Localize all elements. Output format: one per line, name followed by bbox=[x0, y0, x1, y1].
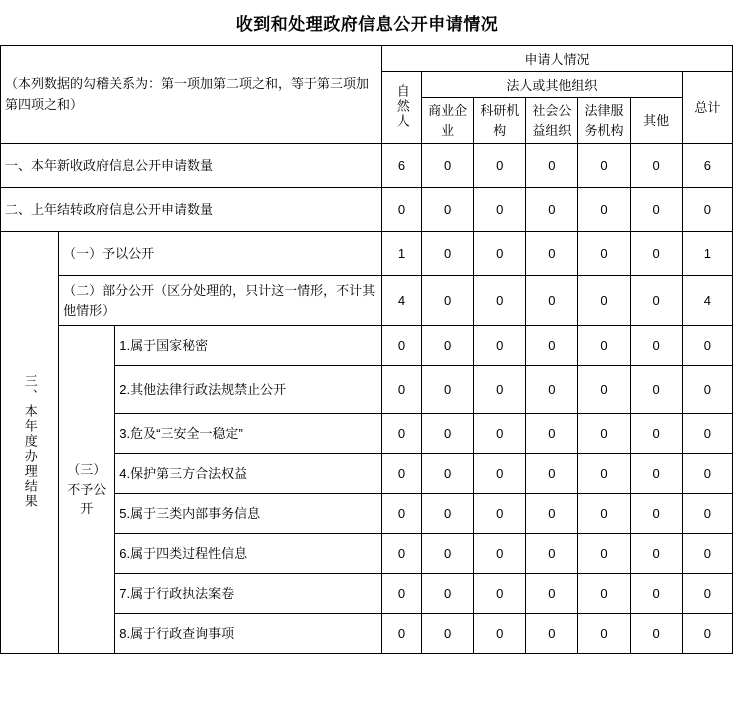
cell-value: 0 bbox=[422, 188, 474, 232]
cell-value: 6 bbox=[382, 144, 422, 188]
cell-value: 4 bbox=[682, 276, 732, 326]
disclosure-statistics-table bbox=[0, 45, 733, 654]
table-row bbox=[1, 326, 733, 366]
cell-value: 0 bbox=[526, 574, 578, 614]
cell-value: 0 bbox=[422, 494, 474, 534]
header-col-legal-service: 法律服务机构 bbox=[578, 98, 630, 144]
cell-value: 0 bbox=[422, 276, 474, 326]
cell-value: 0 bbox=[630, 188, 682, 232]
cell-value: 1 bbox=[682, 232, 732, 276]
row-label-item: 2.其他法律行政法规禁止公开 bbox=[115, 366, 382, 414]
header-applicant-group: 申请人情况 bbox=[382, 46, 733, 72]
cell-value: 0 bbox=[422, 574, 474, 614]
cell-value: 0 bbox=[578, 326, 630, 366]
table-row bbox=[1, 144, 733, 188]
cell-value: 0 bbox=[526, 614, 578, 654]
cell-value: 0 bbox=[578, 144, 630, 188]
cell-value: 0 bbox=[474, 614, 526, 654]
cell-value: 0 bbox=[682, 494, 732, 534]
cell-value: 0 bbox=[422, 454, 474, 494]
not-disclose-label-line2: 不予公开 bbox=[67, 481, 107, 517]
header-legal-group: 法人或其他组织 bbox=[422, 72, 683, 98]
cell-value: 0 bbox=[526, 326, 578, 366]
cell-value: 0 bbox=[578, 534, 630, 574]
cell-value: 0 bbox=[382, 454, 422, 494]
cell-value: 0 bbox=[630, 494, 682, 534]
cell-value: 0 bbox=[578, 614, 630, 654]
row-label-item: 7.属于行政执法案卷 bbox=[115, 574, 382, 614]
page-title: 收到和处理政府信息公开申请情况 bbox=[235, 15, 499, 34]
cell-value: 0 bbox=[682, 454, 732, 494]
cell-value: 0 bbox=[382, 188, 422, 232]
row-label-disclose: （一）予以公开 bbox=[59, 232, 382, 276]
not-disclose-label-line1: （三） bbox=[67, 462, 107, 478]
cell-value: 0 bbox=[474, 494, 526, 534]
cell-value: 0 bbox=[630, 534, 682, 574]
cell-value: 0 bbox=[578, 232, 630, 276]
row-label-section-three: 三、本年度办理结果 bbox=[1, 232, 59, 654]
cell-value: 0 bbox=[630, 414, 682, 454]
cell-value: 0 bbox=[630, 454, 682, 494]
header-col-research: 科研机构 bbox=[474, 98, 526, 144]
cell-value: 0 bbox=[474, 144, 526, 188]
cell-value: 0 bbox=[382, 326, 422, 366]
cell-value: 0 bbox=[682, 414, 732, 454]
cell-value: 0 bbox=[526, 276, 578, 326]
cell-value: 0 bbox=[578, 454, 630, 494]
cell-value: 6 bbox=[682, 144, 732, 188]
row-label-carryover-applications: 二、上年结转政府信息公开申请数量 bbox=[1, 188, 382, 232]
header-col-commercial: 商业企业 bbox=[422, 98, 474, 144]
cell-value: 0 bbox=[422, 326, 474, 366]
cell-value: 0 bbox=[682, 574, 732, 614]
header-natural-person: 自然人 bbox=[382, 72, 422, 144]
cell-value: 0 bbox=[474, 574, 526, 614]
cell-value: 0 bbox=[682, 534, 732, 574]
cell-value: 0 bbox=[382, 614, 422, 654]
row-label-item: 6.属于四类过程性信息 bbox=[115, 534, 382, 574]
cell-value: 0 bbox=[422, 366, 474, 414]
row-label-new-applications: 一、本年新收政府信息公开申请数量 bbox=[1, 144, 382, 188]
cell-value: 0 bbox=[526, 414, 578, 454]
cell-value: 0 bbox=[474, 454, 526, 494]
cell-value: 0 bbox=[382, 414, 422, 454]
row-label-partial-disclose: （二）部分公开（区分处理的，只计这一情形，不计其他情形） bbox=[59, 276, 382, 326]
cell-value: 0 bbox=[630, 144, 682, 188]
cell-value: 0 bbox=[578, 276, 630, 326]
table-header-row-1 bbox=[1, 46, 733, 72]
row-label-item: 3.危及“三安全一稳定” bbox=[115, 414, 382, 454]
cell-value: 0 bbox=[630, 232, 682, 276]
cell-value: 0 bbox=[578, 494, 630, 534]
header-col-public-welfare: 社会公益组织 bbox=[526, 98, 578, 144]
cell-value: 0 bbox=[682, 614, 732, 654]
cell-value: 0 bbox=[578, 574, 630, 614]
row-label-item: 8.属于行政查询事项 bbox=[115, 614, 382, 654]
cell-value: 0 bbox=[682, 188, 732, 232]
cell-value: 0 bbox=[474, 534, 526, 574]
table-row bbox=[1, 276, 733, 326]
cell-value: 0 bbox=[422, 144, 474, 188]
cell-value: 0 bbox=[422, 534, 474, 574]
cell-value: 0 bbox=[578, 366, 630, 414]
cell-value: 0 bbox=[526, 454, 578, 494]
cell-value: 0 bbox=[422, 232, 474, 276]
cell-value: 0 bbox=[526, 232, 578, 276]
cell-value: 0 bbox=[526, 144, 578, 188]
cell-value: 0 bbox=[382, 534, 422, 574]
cell-value: 0 bbox=[630, 326, 682, 366]
cell-value: 0 bbox=[382, 574, 422, 614]
cell-value: 0 bbox=[578, 188, 630, 232]
cell-value: 0 bbox=[682, 326, 732, 366]
cell-value: 1 bbox=[382, 232, 422, 276]
header-total: 总计 bbox=[682, 72, 732, 144]
cell-value: 0 bbox=[474, 414, 526, 454]
cell-value: 0 bbox=[382, 494, 422, 534]
cell-value: 0 bbox=[526, 188, 578, 232]
cell-value: 0 bbox=[422, 614, 474, 654]
cell-value: 0 bbox=[474, 232, 526, 276]
table-row bbox=[1, 232, 733, 276]
cell-value: 0 bbox=[578, 414, 630, 454]
table-row bbox=[1, 188, 733, 232]
header-col-other: 其他 bbox=[630, 98, 682, 144]
cell-value: 0 bbox=[526, 534, 578, 574]
cell-value: 0 bbox=[630, 366, 682, 414]
cell-value: 4 bbox=[382, 276, 422, 326]
row-label-item: 5.属于三类内部事务信息 bbox=[115, 494, 382, 534]
cell-value: 0 bbox=[630, 276, 682, 326]
row-label-not-disclose-group bbox=[59, 326, 115, 654]
cell-value: 0 bbox=[382, 366, 422, 414]
header-note: （本列数据的勾稽关系为：第一项加第二项之和，等于第三项加第四项之和） bbox=[1, 46, 382, 144]
cell-value: 0 bbox=[422, 414, 474, 454]
cell-value: 0 bbox=[474, 188, 526, 232]
row-label-item: 1.属于国家秘密 bbox=[115, 326, 382, 366]
cell-value: 0 bbox=[630, 614, 682, 654]
cell-value: 0 bbox=[474, 326, 526, 366]
cell-value: 0 bbox=[526, 366, 578, 414]
cell-value: 0 bbox=[474, 276, 526, 326]
row-label-item: 4.保护第三方合法权益 bbox=[115, 454, 382, 494]
cell-value: 0 bbox=[630, 574, 682, 614]
cell-value: 0 bbox=[526, 494, 578, 534]
cell-value: 0 bbox=[474, 366, 526, 414]
cell-value: 0 bbox=[682, 366, 732, 414]
